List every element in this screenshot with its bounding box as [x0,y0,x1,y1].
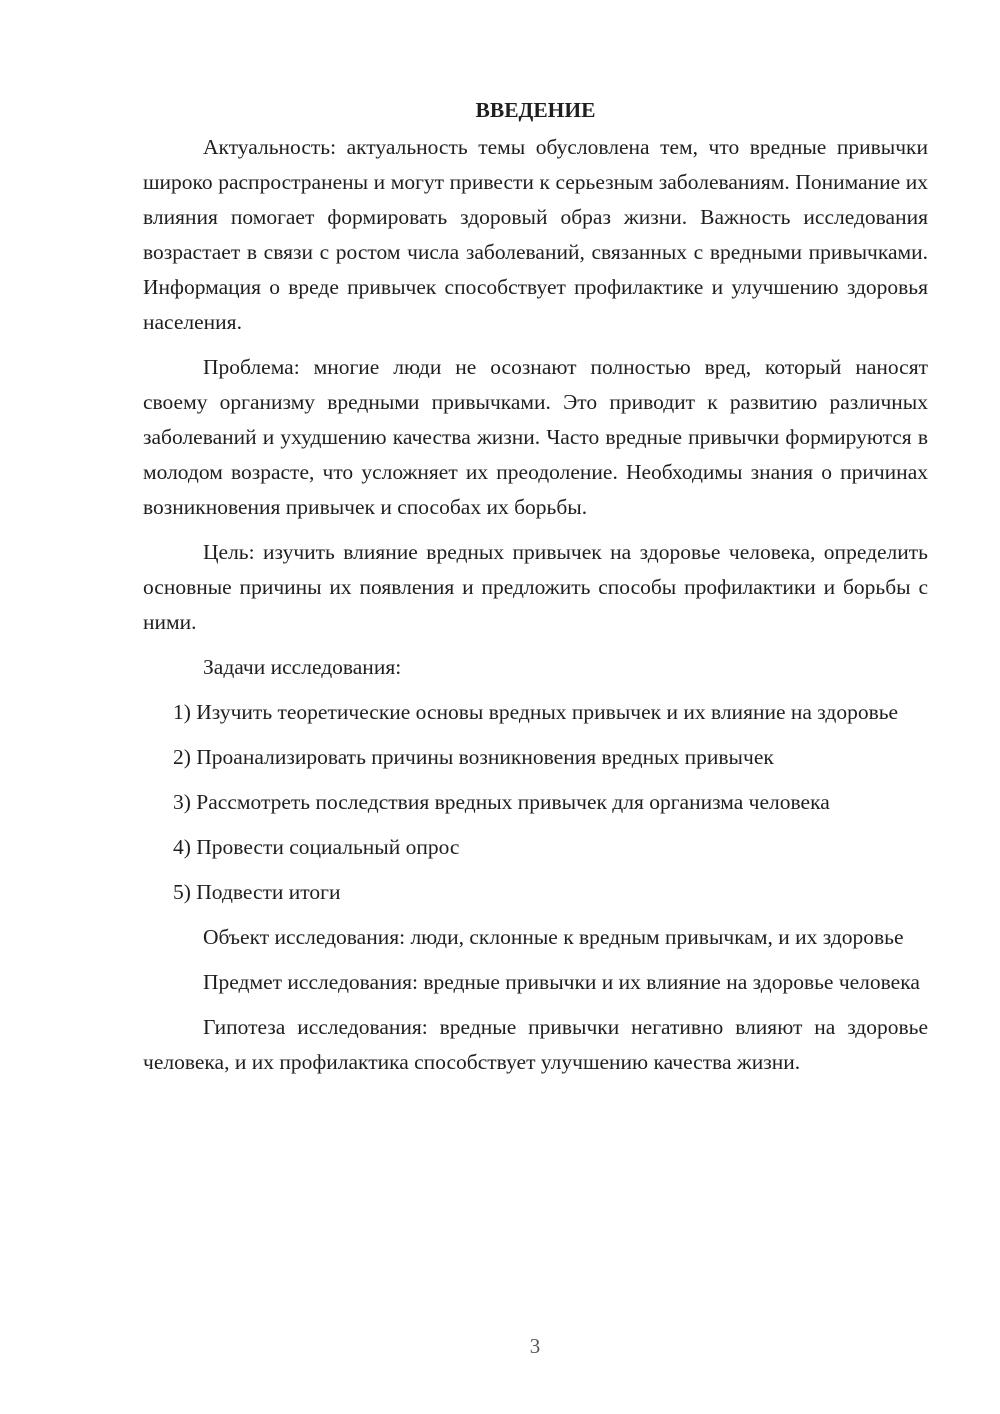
page-number: 3 [529,1334,541,1358]
paragraph-object: Объект исследования: люди, склонные к вредным привычкам, и их здоровье [203,925,904,949]
task-item-5: 5) Подвести итоги [173,880,341,904]
paragraph-relevance: Актуальность: актуальность темы обусловлена тем, что вредные привычки широко распространены и могут привести к серьезным заболеваниям. Понимание их влияния помогает формировать здоровый образ жизни. Важность исследования возрастает в связи с ростом числа заболеваний, связанных с вредными привычками. Информация о вреде привычек способствует профилактике и улучшению здоровья населения. [143,135,928,334]
paragraph-tasks-heading: Задачи исследования: [203,655,402,679]
paragraph-hypothesis: Гипотеза исследования: вредные привычки негативно влияют на здоровье человека, и их профилактика способствует улучшению качества жизни. [143,1015,928,1074]
task-item-4: 4) Провести социальный опрос [173,835,460,859]
document-body [143,93,928,1090]
section-title: ВВЕДЕНИЕ [475,98,596,122]
task-item-2: 2) Проанализировать причины возникновения вредных привычек [173,745,774,769]
task-item-3: 3) Рассмотреть последствия вредных привычек для организма человека [173,790,830,814]
task-item-1: 1) Изучить теоретические основы вредных привычек и их влияние на здоровье [173,700,899,724]
paragraph-subject: Предмет исследования: вредные привычки и их влияние на здоровье человека [203,970,920,994]
paragraph-problem: Проблема: многие люди не осознают полностью вред, который наносят своему организму вредными привычками. Это приводит к развитию различных заболеваний и ухудшению качества жизни. Часто вредные привычки формируются в молодом возрасте, что усложняет их преодоление. Необходимы знания о причинах возникновения привычек и способах их борьбы. [143,355,928,519]
paragraph-goal: Цель: изучить влияние вредных привычек на здоровье человека, определить основные причины их появления и предложить способы профилактики и борьбы с ними. [143,540,928,634]
